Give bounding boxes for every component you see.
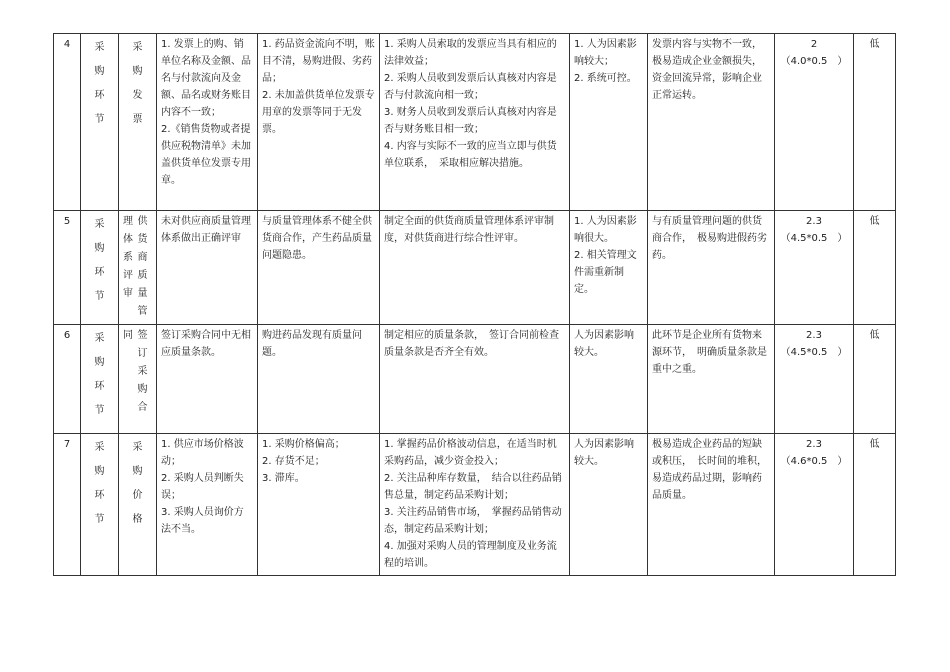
stage-char: 购 <box>94 357 105 368</box>
risk-factor-cell <box>570 325 648 434</box>
risk-description-item: 未对供应商质量管理体系做出正确评审 <box>161 216 251 244</box>
stage-char: 购 <box>94 466 105 477</box>
sub-stage-char: 格 <box>132 514 143 525</box>
risk-description-item: 2.《销售货物或者提供应税物清单》未加盖供货单位发票专用章。 <box>161 124 251 186</box>
control-measure-item: 1. 采购人员索取的发票应当具有相应的法律效益； <box>384 39 557 67</box>
sub-stage-cell <box>119 211 157 325</box>
sub-stage-char: 体 <box>123 234 133 245</box>
risk-cause-item: 1. 药品资金流向不明，账目不清，易购进假、劣药品； <box>262 39 375 84</box>
sub-stage-char <box>123 399 138 417</box>
sub-stage-char <box>123 381 138 399</box>
impact-cell: 与有质量管理问题的供货商合作， 极易购进假药劣药。 <box>648 211 775 325</box>
risk-description-item: 签订采购合同中无相应质量条款。 <box>161 330 251 358</box>
control-measure-item: 制定全面的供货商质量管理体系评审制度，对供货商进行综合性评审。 <box>384 216 554 244</box>
risk-level-cell: 低 <box>854 434 896 576</box>
risk-description-item: 3. 采购人员询价方法不当。 <box>161 507 244 535</box>
control-measure-item: 3. 关注药品销售市场， 掌握药品销售动态，制定药品采购计划； <box>384 507 562 535</box>
sub-stage-char: 系 <box>123 252 133 263</box>
sub-stage-grid <box>123 213 152 321</box>
risk-factor-cell <box>570 34 648 211</box>
impact-cell: 此环节是企业所有货物来源环节， 明确质量条款是重中之重。 <box>648 325 775 434</box>
control-measures-cell <box>380 34 570 211</box>
sub-stage-char: 价 <box>132 490 143 501</box>
stage-cell <box>81 211 119 325</box>
table-row <box>54 434 896 576</box>
table-body <box>54 34 896 576</box>
risk-score-formula: （4.6*0.5 ） <box>780 456 848 467</box>
sub-stage-char: 商 <box>137 252 148 263</box>
control-measure-item: 2. 关注品种库存数量， 结合以往药品销售总量，制定药品采购计划； <box>384 473 562 501</box>
risk-factor-item: 2. 相关管理文件需重新制定。 <box>574 250 637 295</box>
impact-cell: 极易造成企业药品的短缺或积压， 长时间的堆积，易造成药品过期，影响药品质量。 <box>648 434 775 576</box>
risk-description-item: 2. 采购人员判断失误； <box>161 473 244 501</box>
stage-cell <box>81 34 119 211</box>
risk-score-value: 2.3 <box>806 439 822 450</box>
impact-cell: 发票内容与实物不一致，极易造成企业金额损失，资金回流异常，影响企业正常运转。 <box>648 34 775 211</box>
risk-cause-item: 2. 存货不足； <box>262 456 325 467</box>
control-measure-item: 2. 采购人员收到发票后认真核对内容是否与付款流向相一致； <box>384 73 557 101</box>
risk-description-item: 1. 供应市场价格波动； <box>161 439 244 467</box>
risk-cause-cell <box>258 211 380 325</box>
sub-stage-cell <box>119 434 157 576</box>
row-number: 7 <box>54 434 81 576</box>
risk-factor-cell <box>570 211 648 325</box>
risk-description-cell <box>157 325 258 434</box>
stage-char: 节 <box>94 114 105 125</box>
row-number: 6 <box>54 325 81 434</box>
sub-stage-char: 量 <box>137 288 148 299</box>
risk-factor-item: 人为因素影响较大。 <box>574 439 634 467</box>
sub-stage-char: 同 <box>123 330 133 341</box>
control-measure-item: 4. 内容与实际不一致的应当立即与供货单位联系， 采取相应解决措施。 <box>384 141 557 169</box>
risk-score-cell <box>775 434 854 576</box>
sub-stage-char: 签 <box>137 330 148 341</box>
sub-stage-char: 票 <box>132 114 143 125</box>
control-measures-cell <box>380 325 570 434</box>
row-number: 4 <box>54 34 81 211</box>
risk-factor-cell <box>570 434 648 576</box>
control-measure-item: 制定相应的质量条款， 签订合同前检查质量条款是否齐全有效。 <box>384 330 559 358</box>
risk-score-cell <box>775 325 854 434</box>
risk-assessment-table <box>53 33 896 576</box>
sub-stage-char: 购 <box>132 66 143 77</box>
risk-score-cell <box>775 211 854 325</box>
risk-score-formula: （4.0*0.5 ） <box>780 56 848 67</box>
stage-char: 购 <box>94 243 105 254</box>
control-measure-item: 4. 加强对采购人员的管理制度及业务流程的培训。 <box>384 541 557 569</box>
risk-cause-item: 1. 采购价格偏高； <box>262 439 345 450</box>
risk-level-cell: 低 <box>854 34 896 211</box>
stage-char: 采 <box>94 42 105 53</box>
sub-stage-char: 采 <box>137 366 148 377</box>
risk-level-cell: 低 <box>854 325 896 434</box>
sub-stage-char <box>123 303 138 321</box>
risk-cause-cell <box>258 434 380 576</box>
sub-stage-char: 审 <box>123 288 133 299</box>
sub-stage-cell <box>119 325 157 434</box>
risk-score-value: 2.3 <box>806 330 822 341</box>
risk-cause-item: 2. 未加盖供货单位发票专用章的发票等同于无发票。 <box>262 90 375 135</box>
risk-factor-item: 1. 人为因素影响较大； <box>574 39 637 67</box>
sub-stage-char: 评 <box>123 270 133 281</box>
sub-stage-char: 发 <box>132 90 143 101</box>
sub-stage-grid <box>123 327 152 417</box>
sub-stage-char: 管 <box>137 306 148 317</box>
sub-stage-char: 订 <box>137 348 148 359</box>
stage-char: 购 <box>94 66 105 77</box>
stage-char: 采 <box>94 442 105 453</box>
control-measure-item: 3. 财务人员收到发票后认真核对内容是否与财务账目相一致； <box>384 107 557 135</box>
sub-stage-char: 采 <box>132 42 143 53</box>
table-row <box>54 211 896 325</box>
risk-factor-item: 1. 人为因素影响很大。 <box>574 216 637 244</box>
sub-stage-char: 理 <box>123 216 133 227</box>
risk-score-formula: （4.5*0.5 ） <box>780 233 848 244</box>
risk-cause-item: 3. 滞库。 <box>262 473 305 484</box>
risk-score-cell <box>775 34 854 211</box>
sub-stage-cell <box>119 34 157 211</box>
risk-description-item: 1. 发票上的购、销单位名称及金额、品名与付款流向及金额、品名或财务账目内容不一致； <box>161 39 251 118</box>
sub-stage-char: 合 <box>137 402 148 413</box>
control-measures-cell <box>380 434 570 576</box>
row-number: 5 <box>54 211 81 325</box>
sub-stage-char <box>123 363 138 381</box>
sub-stage-char: 购 <box>132 466 143 477</box>
sub-stage-char: 供 <box>137 216 148 227</box>
stage-char: 环 <box>94 267 105 278</box>
table-row <box>54 325 896 434</box>
sub-stage-char: 采 <box>132 442 143 453</box>
control-measure-item: 1. 掌握药品价格波动信息，在适当时机采购药品，减少资金投入； <box>384 439 557 467</box>
risk-cause-cell <box>258 34 380 211</box>
risk-level-cell: 低 <box>854 211 896 325</box>
risk-score-value: 2.3 <box>806 216 822 227</box>
stage-cell <box>81 434 119 576</box>
stage-char: 采 <box>94 333 105 344</box>
stage-char: 环 <box>94 490 105 501</box>
risk-description-cell <box>157 34 258 211</box>
stage-cell <box>81 325 119 434</box>
risk-description-cell <box>157 434 258 576</box>
sub-stage-char <box>123 345 138 363</box>
risk-description-cell <box>157 211 258 325</box>
stage-char: 环 <box>94 381 105 392</box>
risk-factor-item: 2. 系统可控。 <box>574 73 637 84</box>
risk-score-value: 2 <box>810 39 818 50</box>
sub-stage-char: 质 <box>137 270 148 281</box>
risk-cause-cell <box>258 325 380 434</box>
risk-cause-item: 与质量管理体系不健全供货商合作，产生药品质量问题隐患。 <box>262 216 372 261</box>
risk-factor-item: 人为因素影响较大。 <box>574 330 634 358</box>
risk-cause-item: 购进药品发现有质量问题。 <box>262 330 362 358</box>
stage-char: 采 <box>94 219 105 230</box>
stage-char: 节 <box>94 405 105 416</box>
sub-stage-char: 购 <box>137 384 148 395</box>
stage-char: 节 <box>94 291 105 302</box>
stage-char: 环 <box>94 90 105 101</box>
stage-char: 节 <box>94 514 105 525</box>
control-measures-cell <box>380 211 570 325</box>
risk-score-formula: （4.5*0.5 ） <box>780 347 848 358</box>
sub-stage-char: 货 <box>137 234 148 245</box>
table-row <box>54 34 896 211</box>
